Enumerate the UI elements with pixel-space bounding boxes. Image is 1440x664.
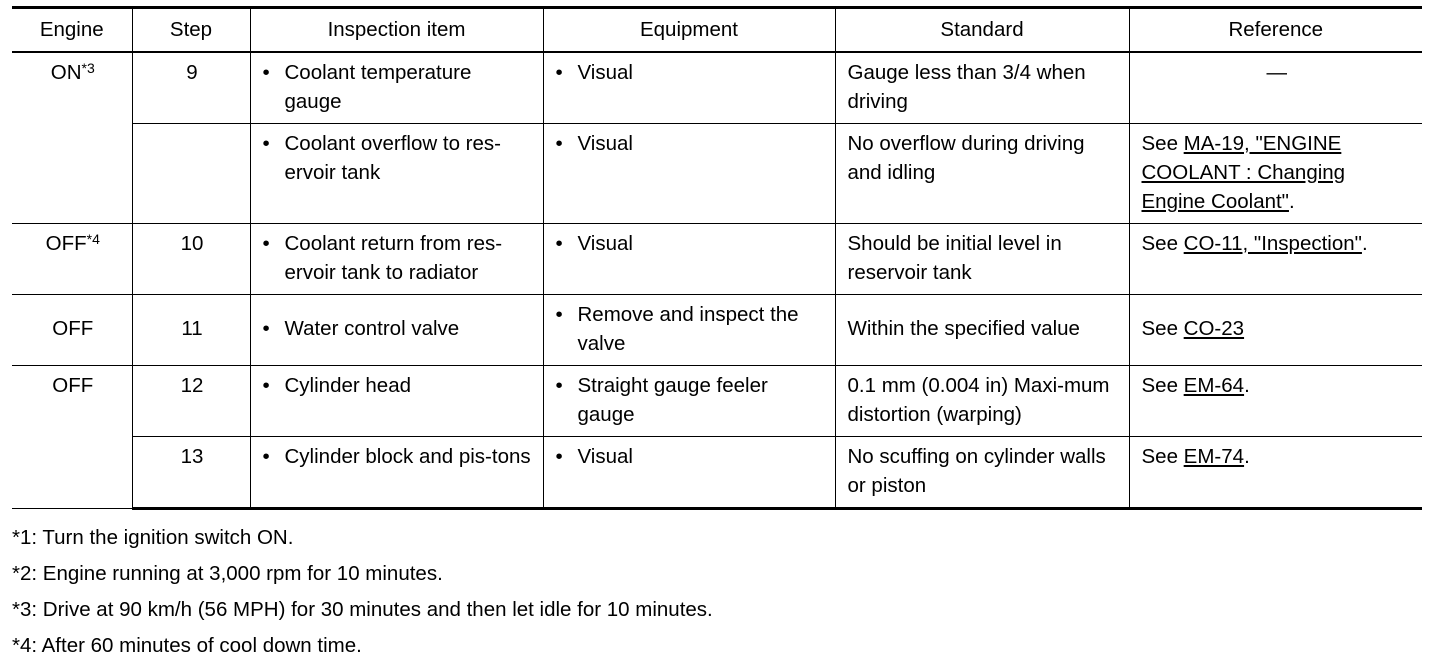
equipment-cell: • Visual: [543, 123, 835, 223]
step-cell: 10: [132, 223, 250, 294]
bullet-icon: •: [555, 373, 563, 397]
reference-cell: —: [1129, 52, 1422, 124]
standard-cell: No overflow during driving and idling: [835, 123, 1129, 223]
standard-cell: Within the specified value: [835, 294, 1129, 365]
item-cell: • Water control valve: [250, 294, 543, 365]
footnote: *3: Drive at 90 km/h (56 MPH) for 30 minutes and then let idle for 10 minutes.: [12, 598, 713, 621]
bullet-icon: •: [262, 444, 270, 468]
step-cell: 12: [132, 365, 250, 436]
bullet-icon: •: [555, 231, 563, 255]
engine-cell: ON$^{*3}$: [12, 52, 132, 224]
standard-cell: Should be initial level in reservoir tank: [835, 223, 1129, 294]
item-cell: • Coolant temperature gauge: [250, 52, 543, 124]
footnote: *1: Turn the ignition switch ON.: [12, 526, 294, 549]
reference-link[interactable]: EM-74: [1183, 444, 1245, 468]
inspection-table: [12, 6, 1422, 510]
reference-cell: See CO-23: [1129, 294, 1422, 365]
step-cell: 13: [132, 436, 250, 508]
table-header-row: [12, 8, 1422, 52]
header-engine: Engine: [12, 8, 132, 52]
equipment-cell: • Remove and inspect the valve: [543, 294, 835, 365]
reference-link[interactable]: CO-11, "Inspection": [1183, 231, 1362, 255]
table-row: [12, 365, 1422, 436]
bullet-icon: •: [555, 131, 563, 155]
equipment-cell: • Visual: [543, 223, 835, 294]
engine-cell: OFF: [12, 365, 132, 508]
header-inspection-item: Inspection item: [250, 8, 543, 52]
bullet-icon: •: [262, 373, 270, 397]
header-equipment: Equipment: [543, 8, 835, 52]
bullet-icon: •: [262, 60, 270, 84]
reference-link[interactable]: MA-19, "ENGINE COOLANT : Changing Engine Coolant": [1141, 131, 1346, 213]
footnote: *2: Engine running at 3,000 rpm for 10 minutes.: [12, 562, 443, 585]
standard-cell: No scuffing on cylinder walls or piston: [835, 436, 1129, 508]
step-cell: [132, 123, 250, 223]
item-cell: • Coolant overflow to res-ervoir tank: [250, 123, 543, 223]
footnote: *4: After 60 minutes of cool down time.: [12, 634, 362, 657]
step-cell: 9: [132, 52, 250, 124]
reference-cell: See EM-74.: [1129, 436, 1422, 508]
table-row: [12, 436, 1422, 508]
reference-cell: See MA-19, "ENGINE COOLANT : Changing Engine Coolant".: [1129, 123, 1422, 223]
bullet-icon: •: [262, 231, 270, 255]
standard-cell: 0.1 mm (0.004 in) Maxi-mum distortion (warping): [835, 365, 1129, 436]
item-cell: • Coolant return from res-ervoir tank to radiator: [250, 223, 543, 294]
reference-link[interactable]: CO-23: [1183, 317, 1245, 340]
header-step: Step: [132, 8, 250, 52]
footnotes: [12, 520, 713, 664]
reference-link[interactable]: EM-64: [1183, 373, 1245, 397]
reference-cell: See CO-11, "Inspection".: [1129, 223, 1422, 294]
equipment-cell: • Visual: [543, 52, 835, 124]
reference-cell: See EM-64.: [1129, 365, 1422, 436]
item-cell: • Cylinder block and pis-tons: [250, 436, 543, 508]
header-reference: Reference: [1129, 8, 1422, 52]
table-row: [12, 223, 1422, 294]
step-cell: 11: [132, 294, 250, 365]
table-row: [12, 123, 1422, 223]
bullet-icon: •: [555, 302, 563, 326]
header-standard: Standard: [835, 8, 1129, 52]
bullet-icon: •: [555, 444, 563, 468]
bullet-icon: •: [555, 60, 563, 84]
table-row: [12, 294, 1422, 365]
engine-cell: OFF: [12, 294, 132, 365]
equipment-cell: • Visual: [543, 436, 835, 508]
item-cell: • Cylinder head: [250, 365, 543, 436]
engine-cell: OFF$^{*4}$: [12, 223, 132, 294]
standard-cell: Gauge less than 3/4 when driving: [835, 52, 1129, 124]
bullet-icon: •: [262, 131, 270, 155]
bullet-icon: •: [262, 317, 270, 340]
equipment-cell: • Straight gauge feeler gauge: [543, 365, 835, 436]
table-row: [12, 52, 1422, 124]
